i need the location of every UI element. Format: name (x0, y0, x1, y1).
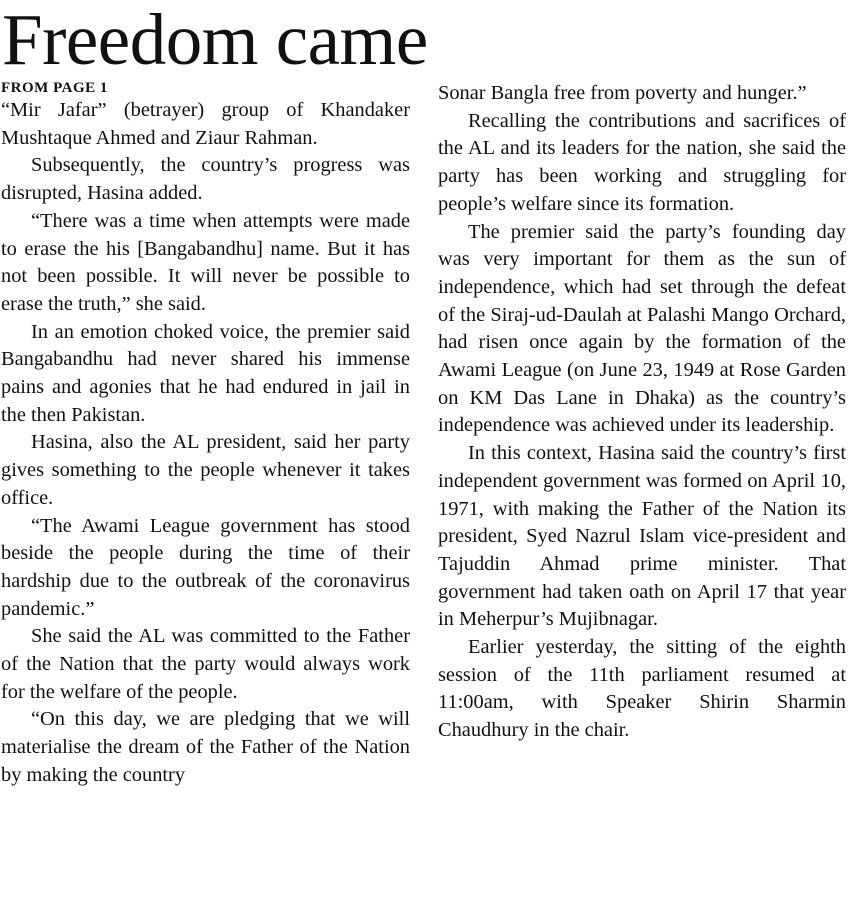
paragraph: Recalling the contributions and sacrifices of the AL and its leaders for the nation, she said the party has been working and struggling for people’s welfare since its formation. (438, 109, 846, 215)
paragraph: In this context, Hasina said the country’s first independent government was formed on April 10, 1971, with making the Father of the Nation its president, Syed Nazrul Islam vice-president and Tajuddin Ahmad prime minister. That government had taken oath on April 17 that year in Meherpur’s Mujibnagar. (438, 442, 846, 631)
right-column (438, 80, 846, 745)
paragraph: Subsequently, the country’s progress was disrupted, Hasina added. (1, 154, 410, 205)
headline: Freedom came (2, 0, 428, 80)
paragraph: “Mir Jafar” (betrayer) group of Khandaker Mushtaque Ahmed and Ziaur Rahman. (1, 99, 410, 149)
paragraph: In an emotion choked voice, the premier said Bangabandhu had never shared his immense pains and agonies that he had endured in jail in the then Pakistan. (1, 320, 410, 426)
paragraph: “There was a time when attempts were made to erase the his [Bangabandhu] name. But it has not been possible. It will never be possible to erase the truth,” she said. (1, 209, 410, 315)
paragraph: Sonar Bangla free from poverty and hunger.” (438, 82, 807, 104)
paragraph: She said the AL was committed to the Father of the Nation that the party would always work for the welfare of the people. (1, 625, 410, 703)
jump-label: FROM PAGE 1 (1, 80, 108, 96)
left-column (1, 78, 410, 790)
paragraph: The premier said the party’s founding day was very important for them as the sun of independence, which had set through the defeat of the Siraj-ud-Daulah at Palashi Mango Orchard, had risen once again by the formation of the Awami League (on June 23, 1949 at Rose Garden on KM Das Lane in Dhaka) as the country’s independence was achieved under its leadership. (438, 220, 846, 437)
paragraph: “The Awami League government has stood beside the people during the time of their hardship due to the outbreak of the coronavirus pandemic.” (1, 514, 410, 620)
paragraph: Hasina, also the AL president, said her party gives something to the people whenever it takes office. (1, 431, 410, 509)
paragraph: “On this day, we are pledging that we will materialise the dream of the Father of the Nation by making the country (1, 708, 410, 786)
paragraph: Earlier yesterday, the sitting of the eighth session of the 11th parliament resumed at 11:00am, with Speaker Shirin Sharmin Chaudhury in the chair. (438, 636, 846, 742)
